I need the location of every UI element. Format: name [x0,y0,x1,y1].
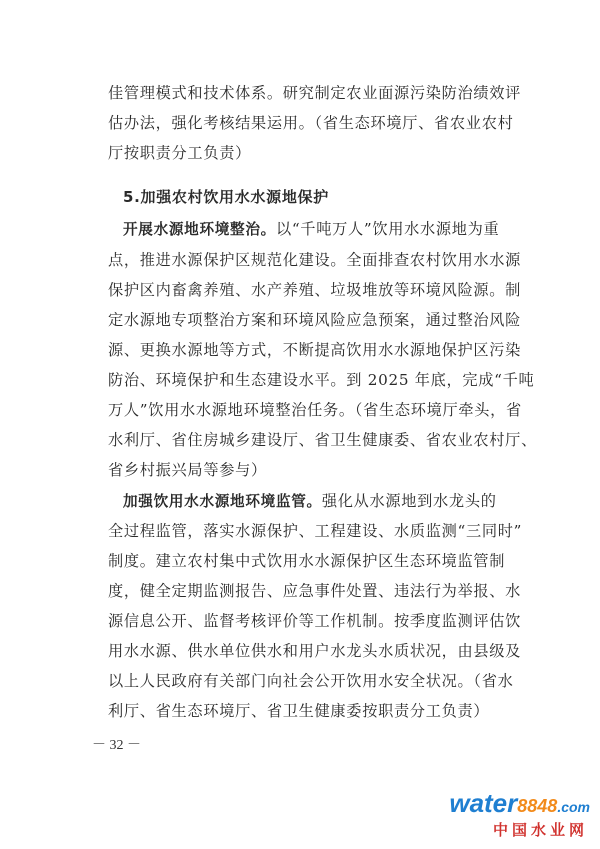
text-line [0,490,600,512]
paragraph-text: 厅按职责分工负责） [108,144,251,162]
text-line [0,249,600,271]
paragraph-text: 保护区内畜禽养殖、水产养殖、垃圾堆放等环境风险源。制 [108,281,522,299]
watermark-brand [449,789,590,821]
paragraph-text: 度，健全定期监测报告、应急事件处置、违法行为举报、水 [108,582,522,600]
text-line [0,82,600,104]
paragraph-text: 源信息公开、监督考核评价等工作机制。按季度监测评估饮 [108,612,522,630]
paragraph-lead: 开展水源地环境整治。 [123,221,276,238]
paragraph-lead: 加强饮用水水源地环境监管。 [123,493,322,510]
text-line [0,186,600,208]
paragraph-text: 以“千吨万人”饮用水水源地为重 [275,220,500,238]
text-line [0,700,600,722]
watermark-brand-main: water [449,788,518,818]
paragraph-text: 省乡村振兴局等参与） [108,461,267,479]
paragraph-text: 万人”饮用水水源地环境整治任务。（省生态环境厅牵头，省 [108,401,522,419]
text-line [0,279,600,301]
page-number: － 32 － [92,738,141,753]
text-line [0,309,600,331]
text-line [0,218,600,240]
paragraph-text: 防治、环境保护和生态建设水平。到 2025 年底，完成“千吨 [108,371,535,389]
section-heading: 5.加强农村饮用水水源地保护 [123,188,329,206]
paragraph-text: 以上人民政府有关部门向社会公开饮用水安全状况。（省水 [108,672,514,690]
watermark-brand-num: 8848 [517,796,558,816]
paragraph-text: 佳管理模式和技术体系。研究制定农业面源污染防治绩效评 [108,84,522,102]
paragraph-text: 用水水源、供水单位供水和用户水龙头水质状况，由县级及 [108,642,522,660]
paragraph-text: 点，推进水源保护区规范化建设。全面排查农村饮用水水源 [108,251,522,269]
text-line [0,399,600,421]
text-line [0,670,600,692]
text-line [0,429,600,451]
paragraph-text: 估办法，强化考核结果运用。（省生态环境厅、省农业农村 [108,114,514,132]
text-line [0,369,600,391]
text-line [0,142,600,164]
paragraph-text: 利厅、省生态环境厅、省卫生健康委按职责分工负责） [108,702,490,720]
text-line [0,520,600,542]
paragraph-text: 水利厅、省住房城乡建设厅、省卫生健康委、省农业农村厅、 [108,431,537,449]
watermark-brand-suffix: .com [557,799,590,815]
watermark-subtitle: 中国水业网 [492,821,588,839]
paragraph-text: 定水源地专项整治方案和环境风险应急预案，通过整治风险 [108,311,522,329]
paragraph-text: 制度。建立农村集中式饮用水水源保护区生态环境监管制 [108,552,506,570]
paragraph-text: 全过程监管，落实水源保护、工程建设、水质监测“三同时” [108,522,523,540]
text-line [0,640,600,662]
text-line [0,112,600,134]
watermark-logo [449,788,590,841]
paragraph-text: 强化从水源地到水龙头的 [321,492,497,510]
text-line [0,459,600,481]
text-line [0,339,600,361]
text-line [0,580,600,602]
text-line [0,610,600,632]
paragraph-text: 源、更换水源地等方式，不断提高饮用水水源地保护区污染 [108,341,522,359]
text-line [0,550,600,572]
